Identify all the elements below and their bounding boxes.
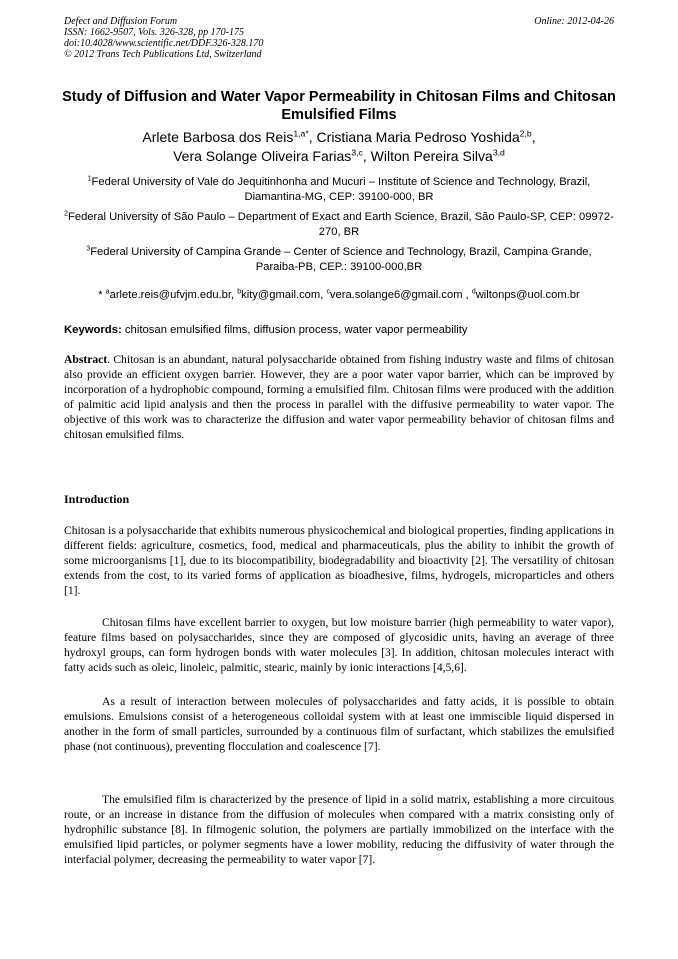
author-sep: ,	[531, 129, 536, 145]
abstract	[64, 352, 614, 442]
affiliation-text: Federal University of Vale do Jequitinhonha and Mucuri – Institute of Science and Technology, Brazil, Diamantina-MG, CEP: 39100-000, BR	[91, 176, 591, 203]
email-sup: d	[471, 288, 476, 296]
affiliation-number: 3	[86, 245, 91, 253]
email-line	[56, 288, 622, 303]
author-sup: 2,b	[519, 128, 532, 139]
author-name: Cristiana Maria Pedroso Yoshida	[316, 129, 520, 145]
affiliation-number: 1	[87, 175, 92, 183]
abstract-text: . Chitosan is an abundant, natural polysaccharide obtained from fishing industry waste and films of chitosan also provide an efficient oxygen barrier. However, they are a poor water vapor barrier, which can be improved by incorporation of a hydrophobic compound, forming a emulsified film. Chitosan films were produced with the addition of palmitic acid lipid analysis and then the process in parallel with the diffusive permeability to water vapor. The objective of this work was to characterize the diffusion and water vapor permeability behavior of chitosan films and chitosan emulsified films.	[64, 353, 614, 441]
affiliation-1	[64, 175, 614, 205]
author-name: Vera Solange Oliveira Farias	[173, 148, 352, 164]
paragraph: Chitosan is a polysaccharide that exhibits numerous physicochemical and biological properties, finding applications in different fields: agriculture, cosmetics, food, medical and pharmaceuticals, plus the ability to inhibit the growth of some microorganisms [1], due to its biocompatibility, biodegradability and bioactivity [2]. The versatility of chitosan extends from the cost, to its varied forms of application as bioadhesive, films, hydrogels, microparticles and others [1].	[64, 524, 614, 597]
author-sup: 1,a*	[293, 128, 309, 139]
email-link[interactable]: arlete.reis@ufvjm.edu.br,	[109, 289, 238, 301]
affiliation-text: Federal University of Campina Grande – Center of Science and Technology, Brazil, Campina Grande, Paraiba-PB, CEP.: 39100-000,BR	[90, 246, 592, 273]
journal-name: Defect and Diffusion Forum	[64, 16, 178, 27]
email-link[interactable]: kity@gmail.com,	[241, 289, 327, 301]
author-sup: 3,d	[492, 147, 505, 158]
paper-title: Study of Diffusion and Water Vapor Permeability in Chitosan Films and Chitosan Emulsified Films	[62, 89, 616, 123]
keywords-text: chitosan emulsified films, diffusion process, water vapor permeability	[121, 324, 468, 336]
affiliation-number: 2	[64, 210, 69, 218]
keywords	[64, 323, 614, 338]
copyright-line: © 2012 Trans Tech Publications Ltd, Switzerland	[64, 49, 262, 60]
author-name: Arlete Barbosa dos Reis	[142, 129, 294, 145]
email-link[interactable]: vera.solange6@gmail.com ,	[329, 289, 472, 301]
email-sup: a	[105, 288, 110, 296]
online-date: Online: 2012-04-26	[534, 16, 614, 27]
journal-header	[64, 16, 614, 60]
email-link[interactable]: wiltonps@uol.com.br	[475, 289, 580, 301]
paragraph: As a result of interaction between molecules of polysaccharides and fatty acids, it is possible to obtain emulsions. Emulsions consist of a heterogeneous colloidal system with at least one immiscible liquid dispersed in another in the form of small particles, surrounded by a continuous film of surfactant, which stabilizes the emulsified phase (not continuous), preventing flocculation and coalescence [7].	[64, 695, 614, 753]
doi-line[interactable]: doi:10.4028/www.scientific.net/DDF.326-328.170	[64, 38, 264, 49]
author-sep: ,	[362, 148, 371, 164]
abstract-label: Abstract	[64, 353, 108, 366]
author-sup: 3,c	[351, 147, 363, 158]
affiliation-3	[64, 245, 614, 275]
author-name: Wilton Pereira Silva	[370, 148, 493, 164]
author-list	[60, 128, 618, 166]
affiliation-text: Federal University of São Paulo – Department of Exact and Earth Science, Brazil, São Paulo-SP, CEP: 09972-270, BR	[68, 211, 614, 238]
issn-line: ISSN: 1662-9507, Vols. 326-328, pp 170-175	[64, 27, 244, 38]
email-prefix: *	[98, 289, 106, 301]
affiliation-2	[64, 210, 614, 240]
keywords-label: Keywords:	[64, 324, 122, 336]
paragraph: Chitosan films have excellent barrier to oxygen, but low moisture barrier (high permeability to water vapor), feature films based on polysaccharides, since they are composed of glycosidic units, having an average of three hydroxyl groups, can form hydrogen bonds with water molecules [3]. In addition, chitosan molecules interact with fatty acids such as oleic, linoleic, palmitic, stearic, mainly by ionic interactions [4,5,6].	[64, 616, 614, 674]
email-sup: c	[326, 288, 330, 296]
author-sep: ,	[308, 129, 317, 145]
email-sup: b	[237, 288, 242, 296]
section-heading-introduction: Introduction	[64, 492, 130, 506]
paragraph: The emulsified film is characterized by the presence of lipid in a solid matrix, establishing a more circuitous route, or an increase in distance from the diffusion of molecules when compared with a matrix consisting only of hydrophilic substance [8]. In filmogenic solution, the polymers are partially immobilized on the interface with the emulsified lipid particles, or polymer segments have a lower mobility, reducing the diffusivity of water through the interfacial polymer, decreasing the permeability to water vapor [7].	[64, 793, 614, 866]
